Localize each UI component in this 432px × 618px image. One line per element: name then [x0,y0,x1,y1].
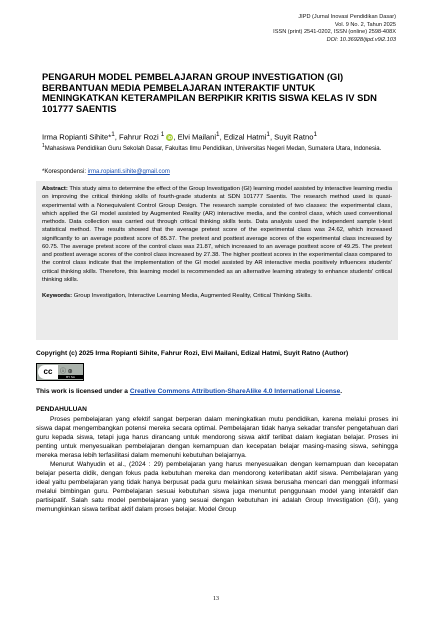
abstract-paragraph [42,185,392,284]
journal-issn: ISSN (print) 2541-0202, ISSN (online) 2598-408X [273,29,396,36]
keywords-text: Group Investigation, Interactive Learning Media, Augmented Reality, Critical Thinking Skills. [72,293,312,299]
body-text [36,416,398,514]
journal-volume: Vol. 9 No. 2, Tahun 2025 [334,21,396,28]
correspondence [42,168,382,176]
affiliation-marker: 1 [42,143,45,149]
orcid-icon[interactable]: iD [167,135,173,141]
author-5: , Suyit Ratno [269,132,314,142]
keywords-paragraph [42,292,392,300]
author-4: , Edizal Hatmi [219,132,267,142]
page-number: 13 [213,596,219,602]
section-heading: PENDAHULUAN [36,406,87,413]
license-suffix: . [340,388,343,395]
license-prefix: This work is licensed under a [36,388,130,395]
author-list [42,130,402,142]
journal-header [273,14,396,44]
abstract-box [36,181,398,340]
correspondence-email-link[interactable]: irma.ropianti.sihite@gmail.com [87,169,170,175]
author-5-affil: 1 [313,131,317,138]
abstract-label: Abstract: [42,186,68,192]
author-3-affil: 1 [216,131,220,138]
keywords-label: Keywords: [42,293,73,299]
affiliation-text: Mahasiswa Pendidikan Guru Sekolah Dasar, Fakultas Ilmu Pendidikan, Universitas Negeri Medan, Sumatera Utara, Indonesia. [44,146,382,152]
author-2-affil: 1 [160,131,165,138]
article-title: PENGARUH MODEL PEMBELAJARAN GROUP INVESTIGATION (GI) BERBANTUAN MEDIA PEMBELAJARAN INTERAKTIF UNTUK MENINGKATKAN KETERAMPILAN BERPIKIR KRITIS SISWA KELAS IV SDN 101777 SAENTIS [42,71,377,114]
author-3: , Elvi Mailani [173,132,217,142]
license-link[interactable]: Creative Commons Attribution-ShareAlike 4.0 International License [129,388,341,395]
cc-by-sa-badge[interactable] [36,363,84,381]
journal-doi[interactable]: DOI: 10.36928/jipd.v9i2.103 [326,36,396,43]
paragraph: Proses pembelajaran yang efektif sangat berperan dalam meningkatkan mutu pendidikan, karena melalui proses ini siswa dapat mengembangkan potensi mereka secara optimal. Pembelajaran tidak hanya sekadar transfer pengetahuan dari guru kepada siswa, tetapi juga harus dirancang untuk mendorong siswa aktif terlibat dalam kegiatan belajar. Proses ini penting untuk menyesuaikan pembelajaran dengan kemampuan dan kecepatan belajar masing-masing siswa, sehingga mereka merasa lebih terfasilitasi dalam memenuhi kebutuhan belajarnya. [36,416,398,459]
abstract-text: This study aims to determine the effect of the Group Investigation (GI) learning model assisted by interactive learning media on improving the critical thinking skills of fourth-grade students at SDN 101777 Saentis. The research method used is quasi-experimental with a Nonequivalent Control Group Design. The research sample consisted of two classes: the experimental class, which applied the GI model assisted by Augmented Reality (AR) interactive media, and the control class, which used conventional methods. Data collection was carried out through critical thinking skills tests. Data analysis used the independent sample t-test statistical method. The results showed that the average pretest score of the experimental class was 24.62, which increased significantly to an average posttest score of 85.37. The pretest and posttest average scores of the experimental class increased by 60.75. The average pretest score of the control class was 21.87, which increased to an average posttest score of 49.25. The pretest and posttest average scores of the control class increased by 27.38. The higher posttest scores in the experimental class compared to the control class indicate that the implementation of the GI model assisted by AR interactive media positively influences students' critical thinking skills. Therefore, this learning model is recommended as an alternative learning strategy to enhance students' critical thinking skills. [42,186,392,283]
by-sa-band: BY SA [58,375,83,379]
license-notice [36,388,398,396]
author-1: Irma Ropianti Sihite* [42,132,112,142]
paragraph: Menurut Wahyudin et al., (2024 : 29) pembelajaran yang harus menyesuaikan dengan kemampuan dan kecepatan belajar peserta didik, dengan fokus pada kebutuhan mereka dan mendorong keterlibatan aktif siswa. Pembelajaran yang ideal yaitu pembelajaran yang tidak hanya berpusat pada guru melainkan siswa berusaha mencari dan menggali informasi melalui bimbingan guru. Pembelajaran sesuai kebutuhan siswa juga menuntut penggunaan model yang interaktif dan partisipatif. Salah satu model pembelajaran yang sesuai dengan kebutuhan ini adalah Group Investigation (GI), yang memungkinkan siswa terlibat aktif dalam proses belajar. Model Group [36,460,398,513]
correspondence-label: *Korespondensi: [42,169,88,175]
affiliation [42,142,382,153]
copyright-notice: Copyright (c) 2025 Irma Ropianti Sihite, Fahrur Rozi, Elvi Mailani, Edizal Hatmi, Suyit Ratno (Author) [36,350,349,357]
author-2: , Fahrur Rozi [114,132,161,142]
author-4-affil: 1 [266,131,270,138]
journal-name: JIPD (Jurnal Inovasi Pendidikan Dasar) [298,14,396,20]
by-sa-icons: ⓘ ⊛ [60,369,73,375]
cc-logo-icon: cc [38,365,58,379]
author-1-affil: 1 [111,131,115,138]
